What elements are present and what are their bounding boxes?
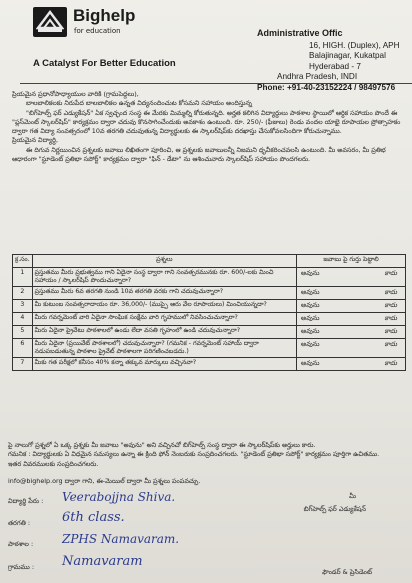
row-question: ప్రస్తుతము మీరు ప్రభుత్వము గాని ఏదైనా సంస్థ ద్వారా గాని సంవత్సరమునకు రూ. 600/-లకు మించి సహాయం / స్కాలర్‌షిప్ పొందుచున్నారా?	[32, 268, 296, 287]
answer-mark: కాదు	[384, 314, 397, 322]
student-salutation: ప్రియమైన విద్యార్థి,	[12, 136, 58, 145]
row-question: మీ కుటుంబ సంవత్సరాదాయం రూ. 36,000/- (ముప్పై ఆరు వేల రూపాయలు) మించియున్నదా?	[32, 300, 296, 313]
school-value: ZPHS Namavaram.	[62, 532, 180, 546]
signature-label-3: ఫౌండర్ & ప్రెసిడెంట్	[322, 568, 372, 576]
row-question: మీకు గత పరీక్షలో కనీసం 40% కన్నా తక్కువ మార్కులు వచ్చినవా?	[32, 358, 296, 371]
footer-notes	[8, 441, 410, 469]
village-label: గ్రామము :	[8, 563, 35, 571]
signature-label-2: బిగ్‌హెల్ప్ ఫర్ ఎడ్యుకేషన్	[303, 505, 366, 513]
row-question: మీరు ఏదైనా ప్రైవేటు పాఠశాలలో ఉండు లేదా వసతి గృహంలో ఉండి చదువుచున్నారా?	[32, 326, 296, 339]
row-number: 2	[13, 287, 33, 300]
paragraph-1: "బిగ్‌హెల్ప్ ఫర్ ఎడ్యుకేషన్" ఏక స్వచ్ఛంద సంస్థ ఈ మేరకు మిమ్మల్ని కోరుతున్నది. అర్హత కలిగిన విద్యార్థులు పాఠశాల స్థాయిలో ఆర్థిక సహాయం పొందే ఈ "ప్లస్‌మెంట్ స్కాలర్‌షిప్" కార్యక్రమం ద్వారా చదువు కొనసాగించేందుకు అవకాశం ఉంటుంది. రూ. 250/- (ఫీజులు) రెండు వందల యాభై రూపాయల ప్రోత్సాహకం ద్వారా గత విద్యా సంవత్సరంలో 10వ తరగతి చదువుతున్న విద్యార్థులకు ఈ స్కాలర్‌షిప్‌కు దరఖాస్తు చేసుకోవలసిందిగా కోరుచున్నాము.	[12, 108, 401, 136]
office-title: Administrative Offic	[257, 28, 343, 38]
answer-yes: అవును	[301, 327, 320, 335]
tagline: A Catalyst For Better Education	[33, 58, 176, 69]
student-name-label: విద్యార్థి పేరు :	[8, 497, 44, 505]
row-number: 3	[13, 300, 33, 313]
answer-mark: కాదు	[384, 269, 397, 277]
salutation: ప్రియమైన ప్రధానోపాధ్యాయుల వారికి (గ్రామపెద్దలు),	[12, 90, 139, 98]
row-question: ప్రస్తుతము మీరు 6వ తరగతి నుండి 10వ తరగతి వరకు గాని చదువుచున్నారా?	[32, 287, 296, 300]
table-row	[13, 313, 406, 326]
answer-mark: కాదు	[384, 288, 397, 296]
table-row	[13, 326, 406, 339]
logo-subtitle: for education	[74, 27, 121, 35]
answer-yes: అవును	[301, 359, 320, 367]
answer-yes: అవును	[301, 288, 320, 296]
greeting: బాలబాలికలకు నిరుపేద బాలబాలికల ఉన్నత విద్యనందించుట కోసమని సహాయం అందిస్తున్న	[26, 99, 252, 108]
school-label: పాఠశాల :	[8, 540, 34, 548]
footer-note-1: పై నాలుగో ప్రశ్నలో ఏ ఒక్క ప్రశ్నకు మీ జవాబు "అవును" అని వచ్చినచో బిగ్‌హెల్ప్ సంస్థ ద్వారా ఈ స్కాలర్‌షిప్‌కు అర్హులు కారు.	[8, 441, 316, 449]
row-number: 1	[13, 268, 33, 287]
village-value: Namavaram	[62, 554, 143, 569]
class-label: తరగతి :	[8, 519, 31, 527]
row-number: 7	[13, 358, 33, 371]
logo-name: Bighelp	[73, 6, 136, 25]
table-row	[13, 300, 406, 313]
table-row	[13, 287, 406, 300]
student-name-value: Veerabojjna Shiva.	[62, 490, 176, 504]
address-line-1: 16, HIGH. (Duplex), APH	[309, 40, 400, 50]
row-question: మీరు ఏదైనా (ప్రయివేట్ పాఠశాలలో) చదువుచున్నారా? (గమనిక - గవర్నమెంట్ సహాయ్ ద్వారా నడుపబడుతున్న పాఠశాల ప్రైవేట్ పాఠశాలగా పరిగణించబడదు.)	[32, 339, 296, 358]
class-value: 6th class.	[62, 510, 125, 525]
letter-body	[12, 90, 410, 164]
phone-number: Phone: +91-40-23152224 / 98497576	[257, 82, 396, 92]
answer-mark: కాదు	[384, 301, 397, 309]
answer-mark: కాదు	[384, 327, 397, 335]
answer-mark: కాదు	[384, 340, 397, 348]
address-line-4: Andhra Pradesh, INDI	[277, 72, 358, 81]
col-question-header: ప్రశ్నలు	[32, 255, 296, 268]
bighelp-logo-icon	[33, 7, 67, 37]
col-number-header: క్ర.సం.	[13, 255, 33, 268]
signature-label-1: మీ	[349, 492, 356, 500]
address-line-2: Balajinagar, Kukatpal	[309, 51, 386, 60]
row-number: 5	[13, 326, 33, 339]
table-row	[13, 339, 406, 358]
table-row	[13, 268, 406, 287]
questions-table	[12, 254, 406, 371]
address-line-3: Hyderabad - 7	[309, 61, 361, 71]
answer-yes: అవును	[301, 301, 320, 309]
footer-email: info@bighelp.org ద్వారా గాని, ఈ-మెయిల్ ద్వారా మీ ప్రశ్నలు పంపవచ్చు.	[8, 477, 201, 485]
answer-yes: అవును	[301, 340, 320, 348]
row-question: మీరు గవర్నమెంట్ వారి ఏదైనా సాంఘిక సంక్షేమ వారి గృహములో నివసించుచున్నారా?	[32, 313, 296, 326]
answer-yes: అవును	[301, 269, 320, 277]
row-number: 6	[13, 339, 33, 358]
answer-mark: కాదు	[384, 359, 397, 367]
header-divider	[20, 83, 412, 84]
paragraph-3: ఈ దిగువ నిర్ణయించిన ప్రశ్నలకు జవాబు లిఖితంగా పూరించి, ఆ ప్రశ్నలకు జవాబులన్నీ నిజమని ధృవీకరించవలసి ఉంటుంది. మీ అవసరం, మీ ప్రతిభ ఆధారంగా "స్టూడెంట్ ప్రతిభా సపోర్ట్" కార్యక్రమం ద్వారా "ఫిన్ - డేటా" ను ఆశించువారు స్కాలర్‌షిప్ సహాయం పొందగలరు.	[12, 145, 386, 164]
footer-note-2: గమనిక : విద్యార్థులకు ఏ విధమైన సమస్యలు ఉన్నా ఈ క్రింది ఫోన్ నెంబరుకు సంప్రదించగలరు. "స్టూడెంట్ ప్రతిభా సపోర్ట్" కార్యక్రమం పూర్తిగా ఉచితము.	[8, 450, 380, 459]
table-row	[13, 358, 406, 371]
col-answer-header: జవాబు పై గుర్తు పెట్టాలి	[297, 255, 406, 268]
footer-note-3: ఇతర వివరములకు సంప్రదించగలరు.	[8, 459, 99, 468]
row-number: 4	[13, 313, 33, 326]
answer-yes: అవును	[301, 314, 320, 322]
